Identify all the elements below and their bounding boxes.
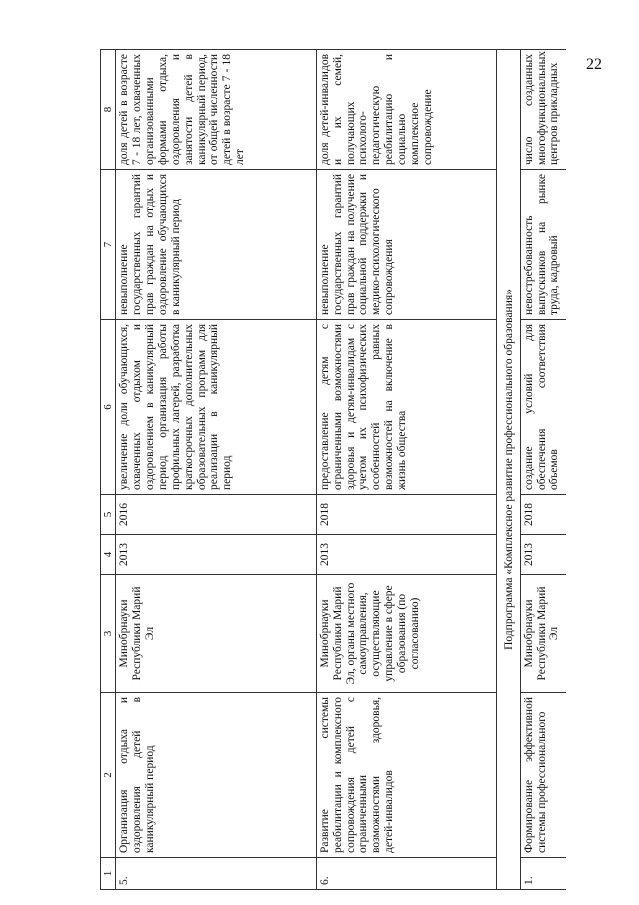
executor: Минобрнауки Республики Марий Эл, органы местного самоуправления, осуществляющие управление в сфере образования (по согласованию) (316, 575, 496, 693)
expected-result: увеличение доли обучающихся, охваченных отдыхом и оздоровлением в каникулярный период организация работы профильных лагерей, разработка краткосрочных дополнительных образовательных программ для реализации в каникулярный период (116, 320, 316, 495)
subprogram-heading-row (496, 50, 520, 890)
col-header-8: 8 (101, 50, 116, 170)
end-year: 2018 (316, 495, 496, 535)
indicator: доля детей-инвалидов и их семей, получающих психолого-педагогическую реабилитацию и социально комплексное сопровождение (316, 50, 496, 170)
row-number: 1. (520, 858, 566, 890)
measure-name: Формирование эффективной системы профессионального (520, 693, 566, 858)
non-implementation-consequence: невостребованность выпускников на рынке труда, кадровый (520, 170, 566, 320)
col-header-3: 3 (101, 575, 116, 693)
col-header-5: 5 (101, 495, 116, 535)
expected-result: создание условий для обеспечения соответствия объемов (520, 320, 566, 495)
start-year: 2013 (116, 535, 316, 575)
col-header-2: 2 (101, 693, 116, 858)
indicator: число созданных многофункциональных центров прикладных (520, 50, 566, 170)
table-row (116, 50, 316, 890)
table-row (520, 50, 566, 890)
start-year: 2013 (316, 535, 496, 575)
col-header-1: 1 (101, 858, 116, 890)
subprogram-title: Подпрограмма «Комплексное развитие профессионального образования» (496, 50, 520, 890)
col-header-7: 7 (101, 170, 116, 320)
col-header-6: 6 (101, 320, 116, 495)
column-number-header (101, 50, 116, 890)
non-implementation-consequence: невыполнение государственных гарантий прав граждан на отдых и оздоровление обучающихся в каникулярный период (116, 170, 316, 320)
indicator: доля детей в возрасте 7 - 18 лет, охваченных организованными формами отдыха, оздоровления и занятости детей в каникулярный период, от общей численности детей в возрасте 7 - 18 лет (116, 50, 316, 170)
non-implementation-consequence: невыполнение государственных гарантий прав граждан на получение социальной поддержки и медико-психологического сопровождения (316, 170, 496, 320)
row-number: 6. (316, 858, 496, 890)
executor: Минобрнауки Республики Марий Эл (520, 575, 566, 693)
rotated-table-sheet (100, 50, 570, 890)
table-row (316, 50, 496, 890)
program-table (100, 49, 566, 890)
row-number: 5. (116, 858, 316, 890)
expected-result: предоставление детям с ограниченными возможностями здоровья и детям-инвалидам с учетом их психофизических особенностей равных возможностей на включение в жизнь общества (316, 320, 496, 495)
measure-name: Развитие системы реабилитации и комплексного сопровождения детей с ограниченными возможностями здоровья, детей-инвалидов (316, 693, 496, 858)
measure-name: Организация отдыха и оздоровления детей в каникулярный период (116, 693, 316, 858)
start-year: 2013 (520, 535, 566, 575)
end-year: 2018 (520, 495, 566, 535)
end-year: 2016 (116, 495, 316, 535)
executor: Минобрнауки Республики Марий Эл (116, 575, 316, 693)
page-number: 22 (586, 56, 602, 73)
col-header-4: 4 (101, 535, 116, 575)
